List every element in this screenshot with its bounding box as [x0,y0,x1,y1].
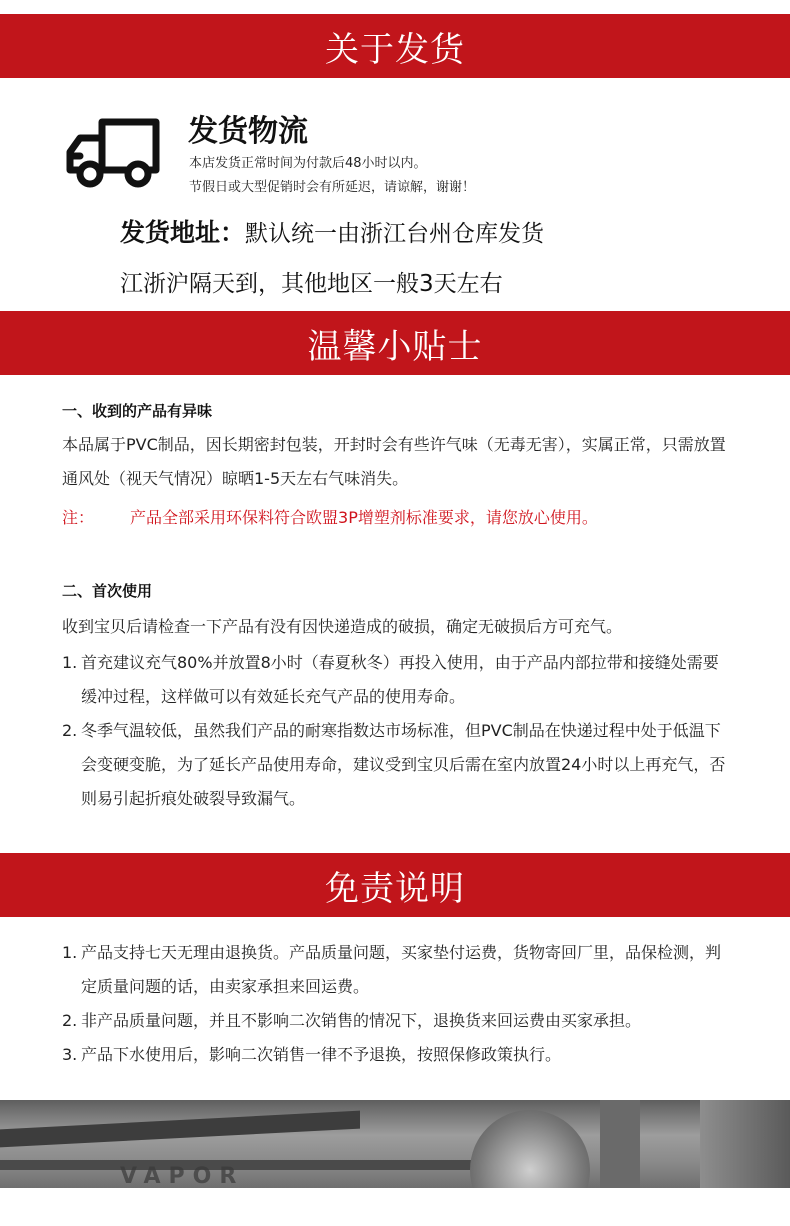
disclaimer-banner [0,853,790,917]
photo-detail [0,1160,520,1170]
disclaimer-list [62,936,732,1072]
list-item-text: 产品支持七天无理由退换货。产品质量问题，买家垫付运费，货物寄回厂里，品保检测，判定质量问题的话，由卖家承担来回运费。 [81,943,722,996]
shipping-delay-line: 节假日或大型促销时会有所延迟，请谅解，谢谢！ [189,180,476,195]
list-item-number: 2. [62,1011,78,1030]
tip2-heading: 二、首次使用 [62,582,153,600]
list-item-number: 1. [62,943,78,962]
list-item [62,1004,732,1038]
list-item-text: 产品下水使用后，影响二次销售一律不予退换，按照保修政策执行。 [81,1045,562,1064]
list-item [62,714,732,816]
address-label: 发货地址： [120,218,246,247]
disclaimer-banner-title: 免责说明 [325,868,465,909]
list-item [62,1038,732,1072]
list-item-text: 非产品质量问题，并且不影响二次销售的情况下，退换货来回运费由买家承担。 [81,1011,642,1030]
tip2-intro: 收到宝贝后请检查一下产品有没有因快递造成的破损，确定无破损后方可充气。 [62,617,623,636]
note-label: 注： [62,508,95,527]
eco-note [62,505,598,528]
shipping-address [120,213,544,249]
list-item-number: 3. [62,1045,78,1064]
shipping-banner-title: 关于发货 [325,29,465,70]
list-item-number: 1. [62,653,78,672]
list-item [62,646,732,714]
address-value: 默认统一由浙江台州仓库发货 [245,221,545,247]
note-text: 产品全部采用环保料符合欧盟3P增塑剂标准要求，请您放心使用。 [130,508,598,527]
list-item-text: 首充建议充气80%并放置8小时（春夏秋冬）再投入使用，由于产品内部拉带和接缝处需要缓冲过程，这样做可以有效延长充气产品的使用寿命。 [81,653,719,706]
shipping-title: 发货物流 [188,114,308,149]
photo-detail [470,1110,590,1188]
photo-detail [600,1100,640,1188]
tips-banner-title: 温馨小贴士 [307,326,483,367]
tips-banner [0,311,790,375]
photo-text: VAPOR [120,1164,245,1188]
delivery-time: 江浙沪隔天到，其他地区一般3天左右 [120,271,503,297]
shipping-banner [0,14,790,78]
photo-detail [0,1111,360,1148]
photo-detail [700,1100,790,1188]
tip1-body: 本品属于PVC制品，因长期密封包装，开封时会有些许气味（无毒无害），实属正常，只需放置通风处（视天气情况）晾晒1-5天左右气味消失。 [62,435,726,488]
list-item-number: 2. [62,721,78,740]
list-item-text: 冬季气温较低，虽然我们产品的耐寒指数达市场标准，但PVC制品在快递过程中处于低温下会变硬变脆，为了延长产品使用寿命，建议受到宝贝后需在室内放置24小时以上再充气，否则易引起折痕处破裂导致漏气。 [81,721,726,808]
list-item [62,936,732,1004]
first-use-list [62,646,732,816]
truck-icon [64,112,164,192]
shipping-time-line: 本店发货正常时间为付款后48小时以内。 [189,156,427,171]
product-photo [0,1100,790,1188]
tip1-heading: 一、收到的产品有异味 [62,402,213,420]
